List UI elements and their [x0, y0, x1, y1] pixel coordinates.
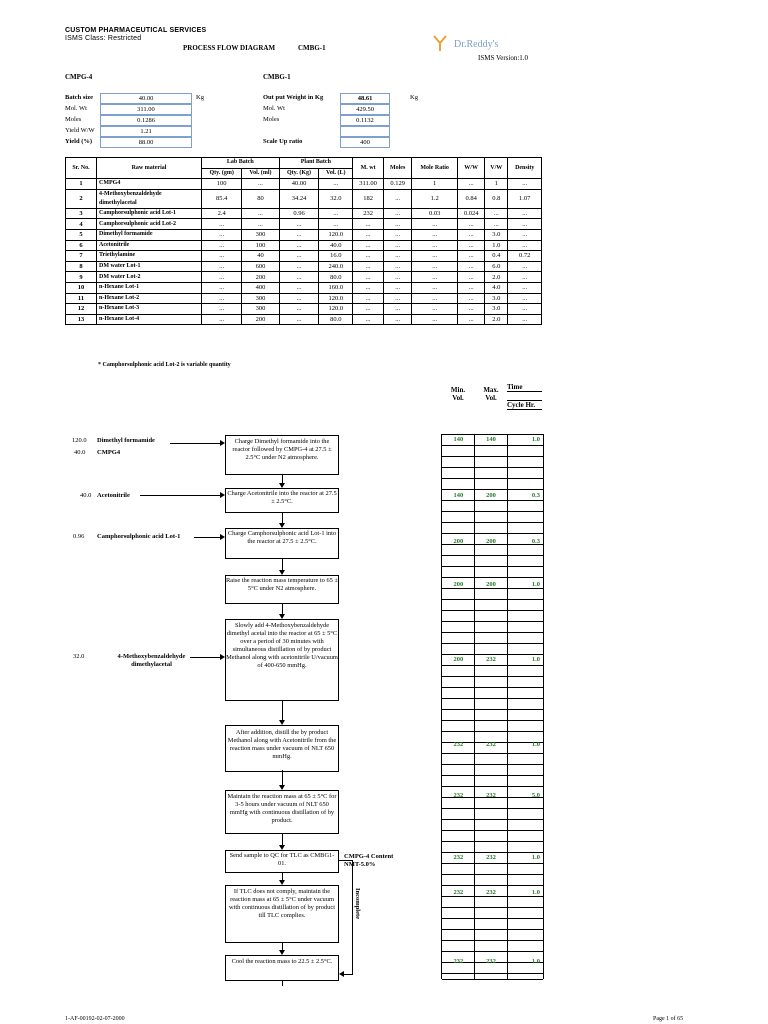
table-cell: ...	[458, 293, 485, 304]
table-row	[66, 282, 542, 293]
table-row	[66, 229, 542, 240]
col-mole-ratio: Mole Ratio	[412, 158, 458, 179]
table-cell: 4.0	[485, 282, 508, 293]
table-cell: ...	[353, 304, 384, 315]
table-cell: 232	[353, 208, 384, 219]
isms-class: ISMS Class: Restricted	[65, 35, 142, 42]
table-cell: ...	[319, 179, 353, 190]
table-cell: ...	[202, 293, 242, 304]
table-cell: ...	[353, 261, 384, 272]
right-block-title: CMBG-1	[263, 73, 291, 81]
table-cell: ...	[458, 304, 485, 315]
table-cell: 1.2	[412, 189, 458, 208]
table-cell: ...	[412, 272, 458, 283]
left-label-3: Yield W/W	[65, 127, 95, 134]
table-cell: 80.0	[319, 272, 353, 283]
volume-max: 232	[486, 656, 496, 663]
table-cell: ...	[202, 219, 242, 230]
table-cell: ...	[353, 314, 384, 325]
table-cell: ...	[279, 304, 319, 315]
table-cell: 4-Methoxybenzaldehyde dimethylacetal	[97, 189, 202, 208]
table-cell: 300	[242, 229, 279, 240]
volume-cycle: 0.3	[531, 492, 541, 499]
table-cell: ...	[353, 282, 384, 293]
table-cell: 40	[242, 251, 279, 262]
table-cell: ...	[508, 261, 542, 272]
table-cell: ...	[242, 208, 279, 219]
table-cell: Dimethyl formamide	[97, 229, 202, 240]
table-cell: ...	[384, 189, 412, 208]
table-cell: 8	[66, 261, 97, 272]
table-cell: ...	[412, 251, 458, 262]
input-name-1: Dimethyl formamide	[97, 437, 155, 444]
min-vol-header: Min. Vol.	[450, 386, 466, 402]
table-cell: CMPG4	[97, 179, 202, 190]
table-cell: ...	[279, 251, 319, 262]
table-cell: 1	[412, 179, 458, 190]
table-cell: ...	[202, 240, 242, 251]
table-cell: 0.129	[384, 179, 412, 190]
table-cell: ...	[353, 229, 384, 240]
table-cell: n-Hexane Lot-3	[97, 304, 202, 315]
table-cell: ...	[412, 261, 458, 272]
volume-row	[442, 740, 543, 750]
table-cell: ...	[353, 293, 384, 304]
table-cell: ...	[508, 293, 542, 304]
table-cell: ...	[319, 219, 353, 230]
table-cell: 0.8	[485, 189, 508, 208]
table-cell: ...	[458, 219, 485, 230]
table-cell: ...	[202, 304, 242, 315]
table-cell: 11	[66, 293, 97, 304]
table-cell: ...	[384, 240, 412, 251]
table-cell: ...	[384, 272, 412, 283]
table-cell: ...	[279, 229, 319, 240]
volume-max: 232	[486, 958, 496, 965]
table-cell: 1	[485, 179, 508, 190]
left-value-0: 40.00	[100, 93, 192, 104]
table-cell: ...	[384, 293, 412, 304]
right-label-4: Scale Up ratio	[263, 138, 303, 145]
table-cell: ...	[412, 282, 458, 293]
doc-title: PROCESS FLOW DIAGRAM	[183, 44, 276, 52]
input-qty-5: 32.0	[73, 653, 85, 660]
col-lab: Lab Batch	[202, 158, 280, 169]
table-cell: 200	[242, 314, 279, 325]
input-name-2: CMPG4	[97, 449, 121, 456]
left-label-0: Batch size	[65, 94, 93, 101]
left-value-3: 1.21	[100, 126, 192, 137]
table-cell: 85.4	[202, 189, 242, 208]
table-cell: ...	[384, 219, 412, 230]
volume-row	[442, 655, 543, 665]
volume-row	[442, 491, 543, 501]
table-cell: ...	[458, 261, 485, 272]
table-cell: 13	[66, 314, 97, 325]
table-cell: ...	[458, 251, 485, 262]
step-4: Raise the reaction mass temperature to 65 ± 5°C under N2 atmosphere.	[225, 575, 339, 604]
table-cell: DM water Lot-1	[97, 261, 202, 272]
col-vw: V/W	[485, 158, 508, 179]
table-cell: ...	[384, 314, 412, 325]
table-row	[66, 219, 542, 230]
volume-cycle: 0.3	[531, 538, 541, 545]
table-cell: ...	[353, 219, 384, 230]
volume-min: 232	[453, 889, 464, 896]
table-cell: 10	[66, 282, 97, 293]
step-10: Cool the reaction mass to 22.5 ± 2.5°C.	[225, 955, 339, 981]
volume-max: 232	[486, 854, 496, 861]
col-density: Density	[508, 158, 542, 179]
table-row	[66, 208, 542, 219]
step-5: Slowly add 4-Methoxybenzaldehyde dimethyl acetal into the reactor at 65 ± 5°C over a period of 30 minutes with simultaneous distillation of by product Methanol along with acetonitrile U/vacuum of 400-650 mmHg.	[225, 619, 339, 701]
table-cell: 1.0	[485, 240, 508, 251]
volume-max: 200	[486, 581, 496, 588]
table-cell: 240.0	[319, 261, 353, 272]
table-cell: ...	[508, 179, 542, 190]
input-name-5: 4-Methoxybenzaldehyde dimethylacetal	[117, 653, 186, 668]
table-cell: ...	[458, 272, 485, 283]
table-cell: ...	[279, 240, 319, 251]
table-cell: n-Hexane Lot-4	[97, 314, 202, 325]
volume-max: 200	[486, 492, 496, 499]
table-cell: ...	[458, 179, 485, 190]
table-cell: 3.0	[485, 293, 508, 304]
table-cell: 40.0	[319, 240, 353, 251]
right-value-3	[340, 126, 390, 137]
table-cell: ...	[508, 304, 542, 315]
table-cell: ...	[279, 293, 319, 304]
table-cell: 3.0	[485, 304, 508, 315]
table-row	[66, 293, 542, 304]
volume-max: 200	[486, 538, 496, 545]
table-cell: 0.4	[485, 251, 508, 262]
table-cell: 300	[242, 304, 279, 315]
left-label-1: Mol. Wt	[65, 105, 87, 112]
volume-row	[442, 435, 543, 445]
step-8: Send sample to QC for TLC as CMBG1-01.	[225, 850, 339, 873]
spec-note: CMPG-4 Content NMT-5.0%	[344, 853, 394, 868]
table-cell: 120.0	[319, 293, 353, 304]
max-vol-header: Max. Vol.	[483, 386, 499, 402]
table-cell: ...	[412, 304, 458, 315]
table-row	[66, 272, 542, 283]
table-cell: 2.4	[202, 208, 242, 219]
table-cell: ...	[508, 240, 542, 251]
table-cell: ...	[384, 261, 412, 272]
volume-min: 200	[453, 538, 464, 545]
footer-left: 1-AF-00192-02-07-2000	[65, 1016, 125, 1022]
table-cell: ...	[508, 208, 542, 219]
volume-max: 232	[486, 741, 496, 748]
table-cell: ...	[485, 208, 508, 219]
table-cell: ...	[202, 282, 242, 293]
table-cell: 100	[202, 179, 242, 190]
left-block-title: CMPG-4	[65, 73, 93, 81]
col-vol-l: Vol. (L)	[319, 168, 353, 179]
right-label-1: Mol. Wt	[263, 105, 285, 112]
table-cell: 3.0	[485, 229, 508, 240]
table-cell: 32.0	[319, 189, 353, 208]
volume-cycle: 1.0	[531, 958, 541, 965]
table-cell: ...	[384, 251, 412, 262]
table-cell: ...	[353, 240, 384, 251]
input-name-4: Camphorsulphonic acid Lot-1	[97, 533, 181, 540]
col-moles: Moles	[384, 158, 412, 179]
table-cell: 120.0	[319, 229, 353, 240]
left-unit-0: Kg	[196, 94, 204, 101]
table-cell: n-Hexane Lot-1	[97, 282, 202, 293]
table-cell: 34.24	[279, 189, 319, 208]
table-cell: ...	[508, 314, 542, 325]
time-header: Time	[507, 383, 542, 392]
table-cell: n-Hexane Lot-2	[97, 293, 202, 304]
input-qty-1: 120.0	[72, 437, 87, 444]
volume-min: 140	[453, 436, 464, 443]
volume-cycle: 5.0	[531, 792, 541, 799]
company-name: CUSTOM PHARMACEUTICAL SERVICES	[65, 27, 207, 34]
table-cell: 80.0	[319, 314, 353, 325]
table-cell: 0.72	[508, 251, 542, 262]
volume-min: 232	[453, 854, 464, 861]
table-cell: ...	[458, 240, 485, 251]
table-cell: 0.84	[458, 189, 485, 208]
volume-cycle: 1.0	[531, 581, 541, 588]
right-unit-0: Kg	[410, 94, 418, 101]
table-cell: ...	[279, 282, 319, 293]
table-cell: ...	[202, 261, 242, 272]
table-cell: ...	[202, 272, 242, 283]
table-cell: 5	[66, 229, 97, 240]
left-label-2: Moles	[65, 116, 82, 123]
table-cell: 6.0	[485, 261, 508, 272]
right-label-0: Out put Weight in Kg	[263, 94, 324, 101]
table-row	[66, 261, 542, 272]
col-mwt: M. wt	[353, 158, 384, 179]
volume-cycle: 1.0	[531, 741, 541, 748]
table-cell: Acetonitrile	[97, 240, 202, 251]
table-cell: ...	[242, 179, 279, 190]
raw-material-table	[65, 157, 542, 325]
volume-min: 200	[453, 581, 464, 588]
footer-right: Page 1 of 65	[653, 1016, 684, 1022]
cycle-header: Cycle Hr.	[507, 400, 542, 410]
table-cell: ...	[279, 261, 319, 272]
volume-cycle: 1.0	[531, 436, 541, 443]
table-row	[66, 189, 542, 208]
table-cell: ...	[279, 314, 319, 325]
table-cell: ...	[384, 208, 412, 219]
volume-row	[442, 853, 543, 863]
table-row	[66, 314, 542, 325]
step-6: After addition, distill the by product Methanol along with Acetonitrile from the reaction mass under vacuum of NLT 650 mmHg.	[225, 725, 339, 772]
table-cell: ...	[412, 240, 458, 251]
input-qty-4: 0.96	[73, 533, 85, 540]
table-cell: 400	[242, 282, 279, 293]
table-cell: 7	[66, 251, 97, 262]
table-cell: 0.024	[458, 208, 485, 219]
table-cell: ...	[458, 229, 485, 240]
table-cell: 300	[242, 293, 279, 304]
table-cell: 311.00	[353, 179, 384, 190]
volume-cycle: 1.0	[531, 854, 541, 861]
table-cell: 2.0	[485, 314, 508, 325]
table-cell: ...	[412, 219, 458, 230]
table-cell: 4	[66, 219, 97, 230]
volume-row	[442, 580, 543, 590]
volume-row	[442, 957, 543, 967]
table-cell: 9	[66, 272, 97, 283]
right-value-4: 400	[340, 137, 390, 148]
col-plant: Plant Batch	[279, 158, 352, 169]
table-cell: ...	[279, 219, 319, 230]
input-name-3: Acetonitrile	[97, 492, 130, 499]
table-cell: ...	[412, 229, 458, 240]
volume-row	[442, 791, 543, 801]
table-row	[66, 251, 542, 262]
col-sr: Sr. No.	[66, 158, 97, 179]
table-cell: Camphorsulphonic acid Lot-1	[97, 208, 202, 219]
table-cell: 200	[242, 272, 279, 283]
table-row	[66, 240, 542, 251]
volume-min: 140	[453, 492, 464, 499]
table-cell: ...	[508, 272, 542, 283]
table-cell: ...	[458, 314, 485, 325]
col-vol-ml: Vol. (ml)	[242, 168, 279, 179]
table-cell: ...	[412, 293, 458, 304]
table-cell: 2.0	[485, 272, 508, 283]
volume-min: 232	[453, 958, 464, 965]
table-row	[66, 179, 542, 190]
table-note: * Camphorsulphonic acid Lot-2 is variable quantity	[98, 362, 231, 368]
volume-cycle: 1.0	[531, 656, 541, 663]
table-cell: ...	[384, 282, 412, 293]
col-qty-kg: Qty. (Kg)	[279, 168, 319, 179]
table-cell: 160.0	[319, 282, 353, 293]
table-cell: ...	[319, 208, 353, 219]
table-cell: ...	[353, 272, 384, 283]
table-cell: 16.0	[319, 251, 353, 262]
step-3: Charge Camphorsulphonic acid Lot-1 into the reactor at 27.5 ± 2.5°C.	[225, 528, 339, 559]
table-cell: ...	[384, 229, 412, 240]
left-value-2: 0.1286	[100, 115, 192, 126]
table-cell: ...	[384, 304, 412, 315]
table-cell: ...	[279, 272, 319, 283]
left-label-4: Yield (%)	[65, 138, 93, 145]
isms-version: ISMS Version:1.0	[478, 54, 529, 62]
volume-row	[442, 537, 543, 547]
table-row	[66, 304, 542, 315]
volume-min: 232	[453, 792, 464, 799]
table-cell: 600	[242, 261, 279, 272]
table-cell: Triethylamine	[97, 251, 202, 262]
table-cell: Camphorsulphonic acid Lot-2	[97, 219, 202, 230]
table-cell: 100	[242, 240, 279, 251]
col-qty-gm: Qty. (gm)	[202, 168, 242, 179]
step-1: Charge Dimethyl formamide into the reactor followed by CMPG-4 at 27.5 ± 2.5°C under N2 atmosphere.	[225, 435, 339, 475]
table-cell: 3	[66, 208, 97, 219]
table-cell: ...	[202, 314, 242, 325]
table-cell: ...	[353, 251, 384, 262]
volume-max: 232	[486, 792, 496, 799]
table-cell: ...	[242, 219, 279, 230]
table-cell: 1	[66, 179, 97, 190]
table-cell: 182	[353, 189, 384, 208]
volume-max: 140	[486, 436, 496, 443]
table-cell: DM water Lot-2	[97, 272, 202, 283]
table-cell: ...	[485, 219, 508, 230]
right-value-1: 429.50	[340, 104, 390, 115]
input-qty-3: 40.0	[80, 492, 92, 499]
table-cell: ...	[508, 229, 542, 240]
left-value-4: 88.00	[100, 137, 192, 148]
input-qty-2: 40.0	[74, 449, 86, 456]
table-cell: 2	[66, 189, 97, 208]
table-cell: ...	[508, 219, 542, 230]
table-cell: ...	[202, 229, 242, 240]
table-cell: 1.07	[508, 189, 542, 208]
table-cell: 6	[66, 240, 97, 251]
step-9: If TLC does not comply, maintain the reaction mass at 65 ± 5°C under vacuum with continuous distillation of by product till TLC complies.	[225, 885, 339, 943]
volume-min: 232	[453, 741, 464, 748]
doc-code: CMBG-1	[298, 44, 326, 52]
table-cell: ...	[202, 251, 242, 262]
svg-text:Dr.Reddy's: Dr.Reddy's	[454, 39, 499, 50]
right-value-0: 48.61	[340, 93, 390, 104]
table-cell: ...	[458, 282, 485, 293]
table-cell: 0.96	[279, 208, 319, 219]
volume-grid	[441, 434, 544, 979]
table-cell: 80	[242, 189, 279, 208]
volume-max: 232	[486, 889, 496, 896]
volume-min: 200	[453, 656, 464, 663]
table-cell: 12	[66, 304, 97, 315]
table-cell: ...	[508, 282, 542, 293]
incomplete-label: Incomplete	[354, 888, 361, 920]
table-cell: ...	[412, 314, 458, 325]
step-2: Charge Acetonitrile into the reactor at 27.5 ± 2.5°C.	[225, 488, 339, 513]
step-7: Maintain the reaction mass at 65 ± 5°C for 3-5 hours under vacuum of NLT 650 mmHg with continuous distillation of by product.	[225, 790, 339, 834]
right-value-2: 0.1132	[340, 115, 390, 126]
col-raw: Raw material	[97, 158, 202, 179]
volume-cycle: 1.0	[531, 889, 541, 896]
table-cell: 120.0	[319, 304, 353, 315]
left-value-1: 311.00	[100, 104, 192, 115]
table-cell: 0.03	[412, 208, 458, 219]
right-label-2: Moles	[263, 116, 280, 123]
col-ww: W/W	[458, 158, 485, 179]
table-cell: 40.00	[279, 179, 319, 190]
volume-row	[442, 888, 543, 898]
